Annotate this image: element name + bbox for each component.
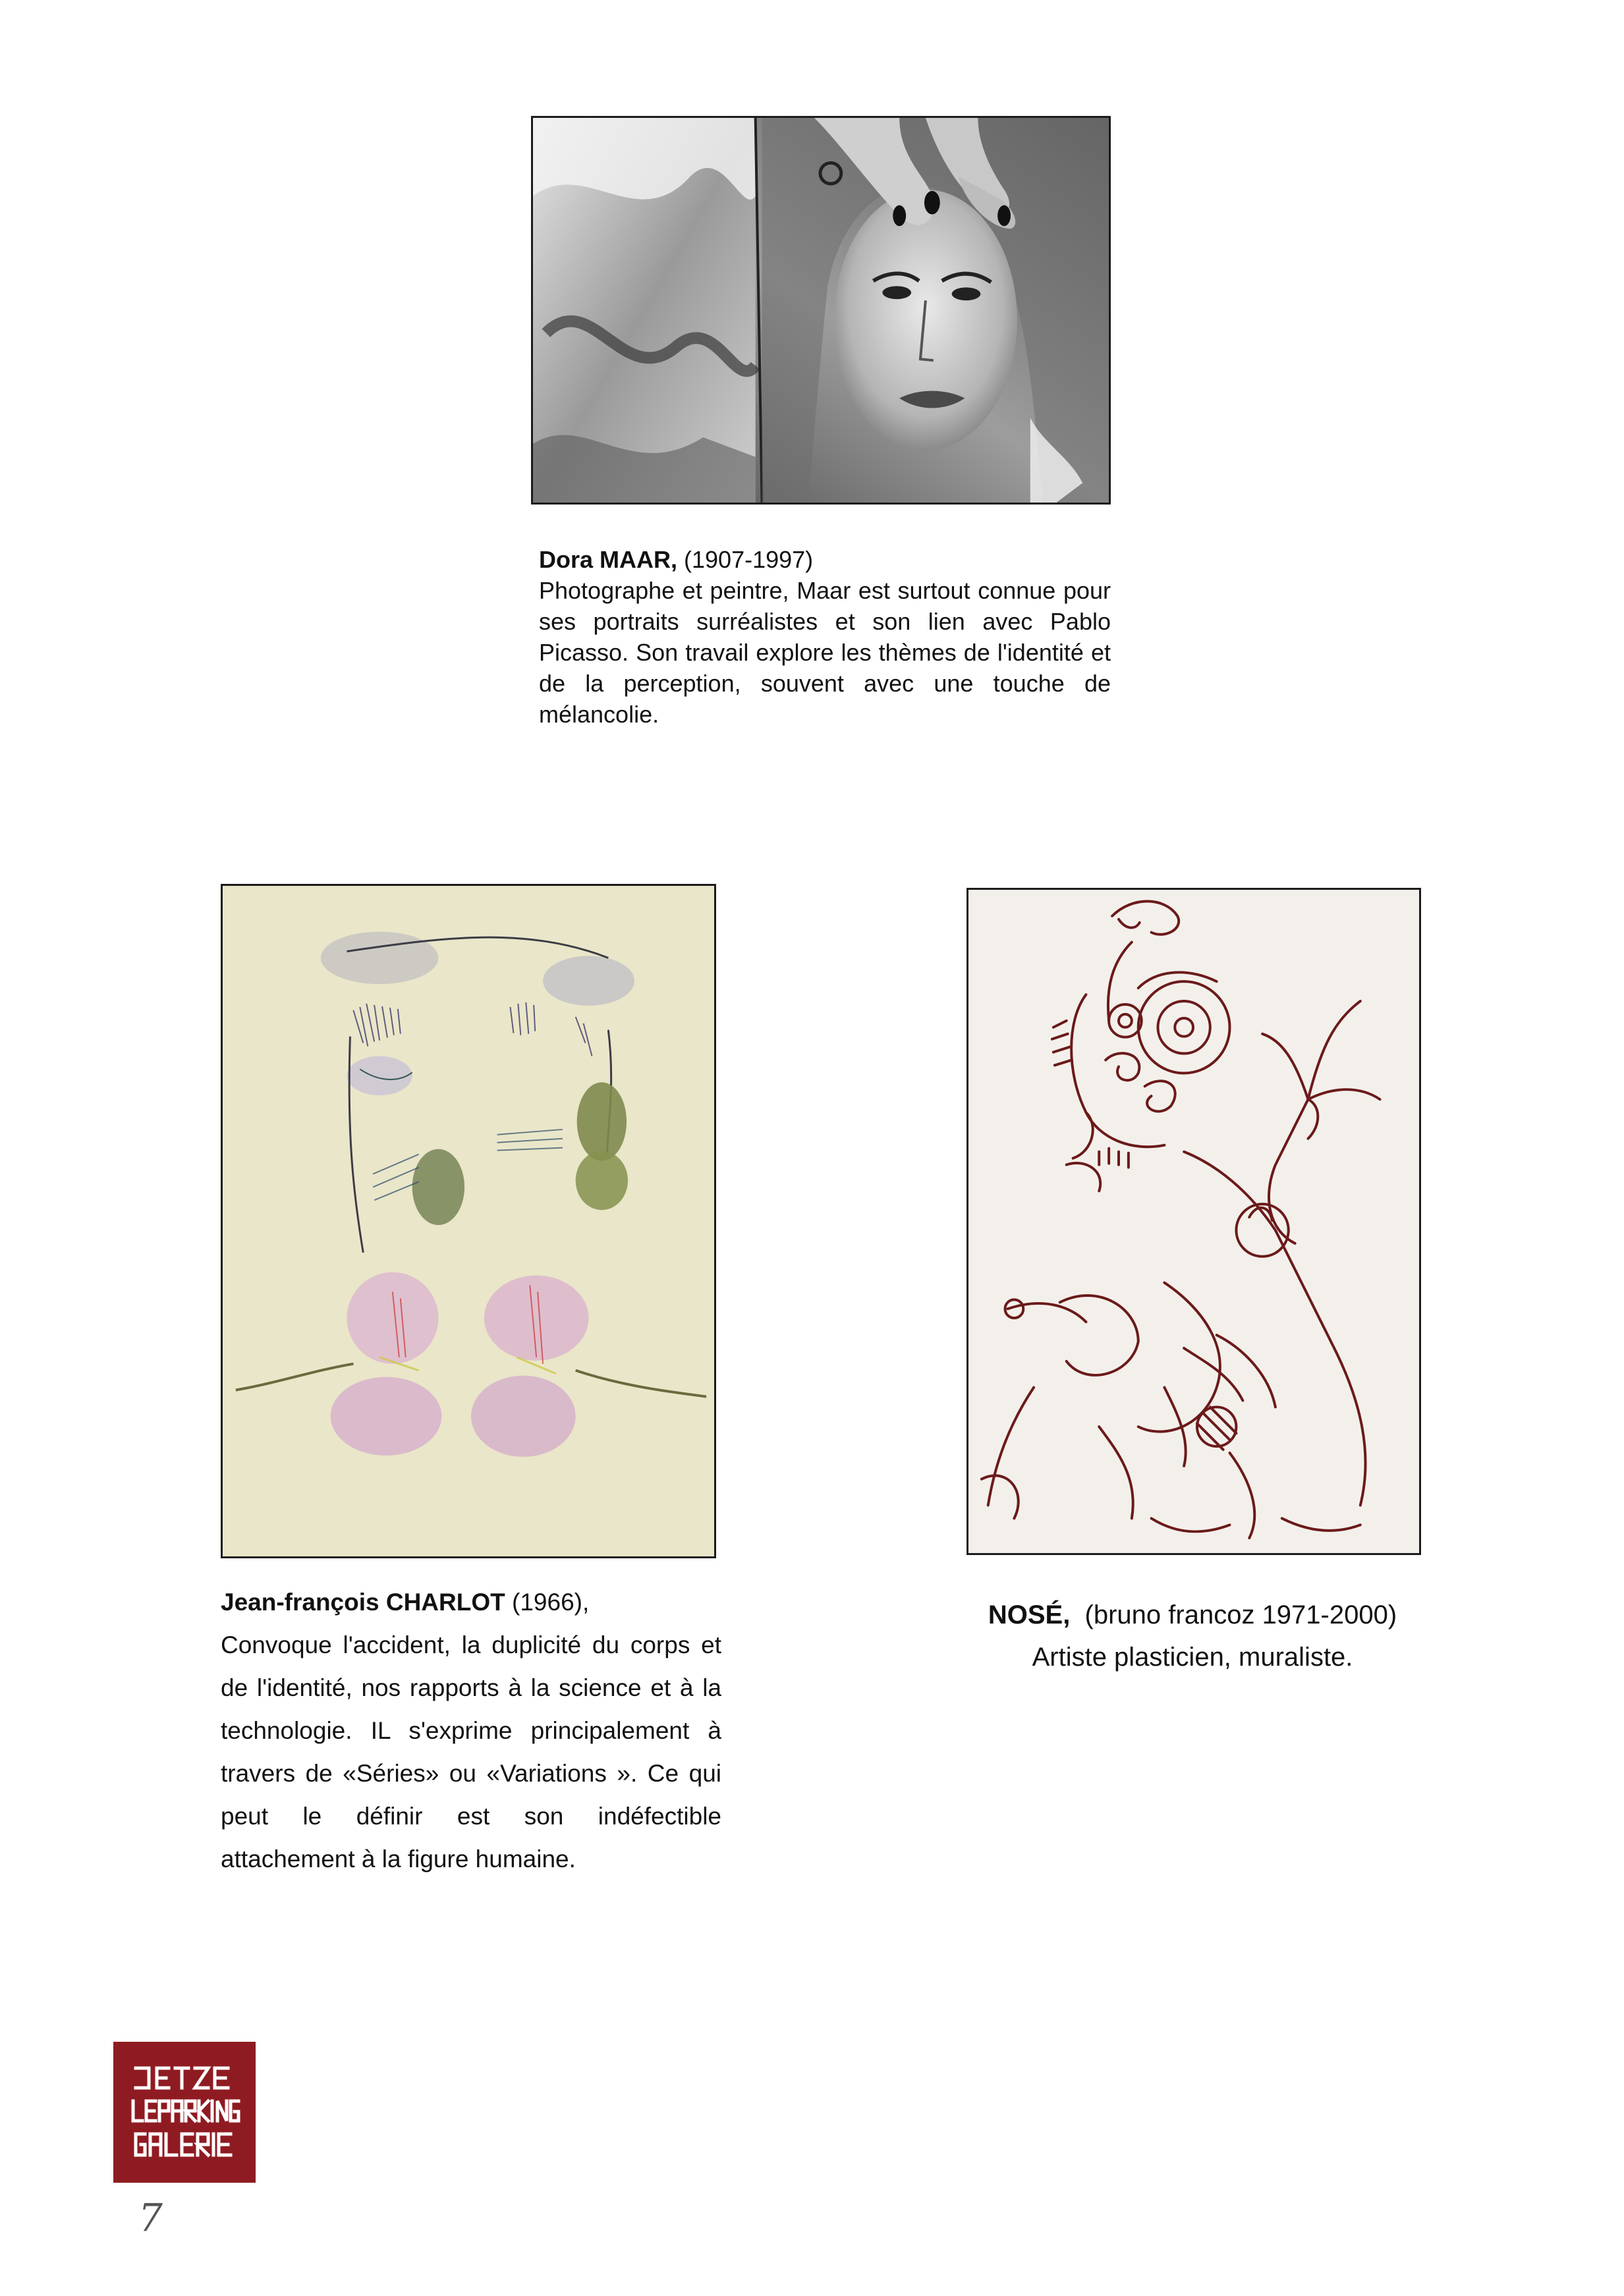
- dora-maar-caption: [539, 544, 1111, 730]
- charlot-artwork: [221, 884, 716, 1558]
- nose-description: Artiste plasticien, muraliste.: [1032, 1643, 1353, 1672]
- charlot-caption: [221, 1581, 721, 1880]
- page-number: 7: [138, 2195, 163, 2240]
- charlot-name: Jean-françois CHARLOT: [221, 1589, 505, 1616]
- dora-maar-photo: [531, 116, 1111, 505]
- nose-name: NOSÉ,: [988, 1600, 1071, 1629]
- dora-maar-dates: (1907-1997): [677, 546, 814, 573]
- gallery-logo: [113, 2042, 256, 2183]
- nose-caption: [962, 1594, 1423, 1678]
- nose-dates: (bruno francoz 1971-2000): [1070, 1600, 1397, 1629]
- charlot-description: Convoque l'accident, la duplicité du corps et de l'identité, nos rapports à la science et à la technologie. IL s'exprime principalement à travers de «Séries» ou «Variations ». Ce qui peut le définir est son indéfectible attachement à la figure humaine.: [221, 1631, 721, 1872]
- dora-maar-name: Dora MAAR,: [539, 546, 678, 573]
- nose-artwork: [966, 888, 1421, 1555]
- dora-maar-description: Photographe et peintre, Maar est surtout connue pour ses portraits surréalistes et son lien avec Pablo Picasso. Son travail explore les thèmes de l'identité et de la perception, souvent avec une touche de mélancolie.: [539, 577, 1111, 728]
- charlot-dates: (1966),: [505, 1589, 590, 1616]
